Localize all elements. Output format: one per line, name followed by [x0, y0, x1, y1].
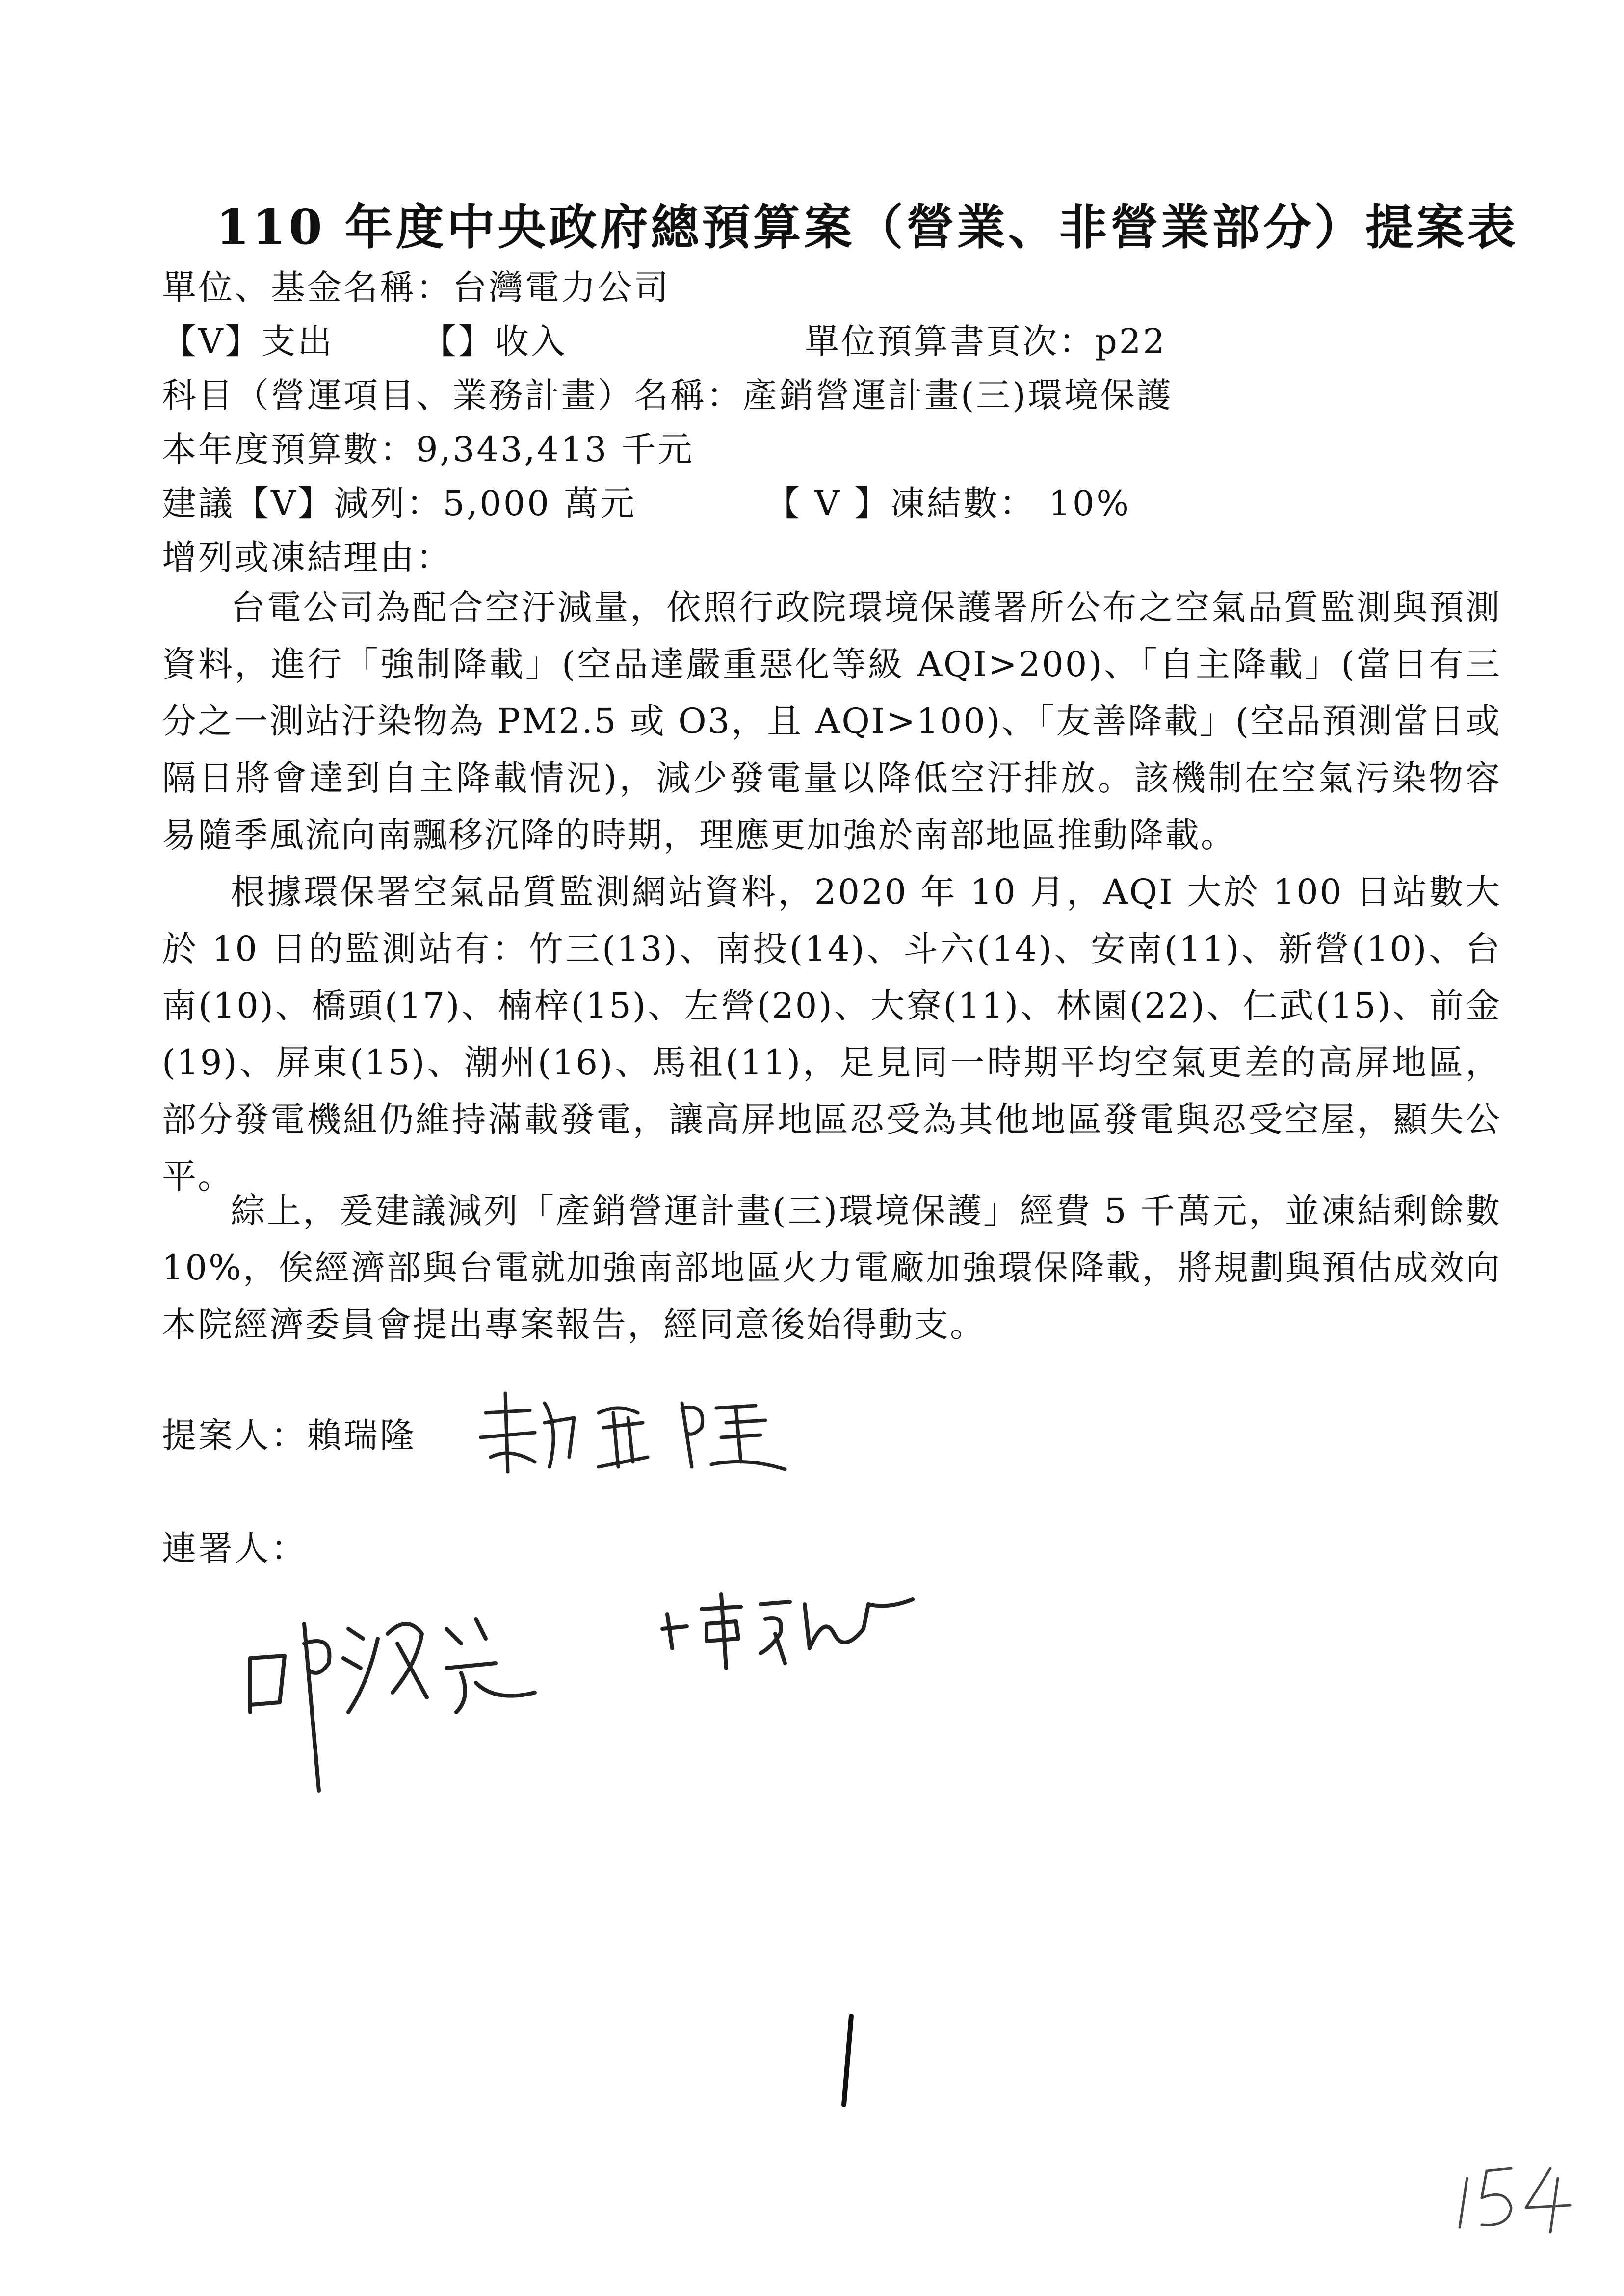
- page-number-mark: [834, 2011, 864, 2110]
- page-reference: 單位預算書頁次：p22: [805, 321, 1167, 362]
- budget-line: 本年度預算數：9,343,413 千元: [162, 429, 694, 470]
- proposer-signature: [471, 1383, 805, 1482]
- subject-line: 科目（營運項目、業務計畫）名稱：產銷營運計畫(三)環境保護: [162, 375, 1173, 416]
- income-checkbox-label: 【】收入: [422, 321, 567, 362]
- cosigner-label: 連署人：: [162, 1528, 307, 1568]
- cosigner-signature-1: [231, 1585, 584, 1805]
- cut-suggestion: 建議【V】減列：5,000 萬元: [162, 483, 637, 523]
- handwritten-page-number: [1452, 2159, 1580, 2242]
- reason-label: 增列或凍結理由：: [162, 537, 452, 577]
- expense-checkbox-label: 【V】支出: [162, 321, 334, 362]
- unit-line: 單位、基金名稱：台灣電力公司: [162, 267, 670, 308]
- reason-paragraph-2: 根據環保署空氣品質監測網站資料，2020 年 10 月，AQI 大於 100 日站數大於 10 日的監測站有：竹三(13)、南投(14)、斗六(14)、安南(11)、新營(10)、台南(10)、橋頭(17)、楠梓(15)、左營(20)、大寮(11)、林園(22)、仁武(15)、前金(19)、屏東(15)、潮州(16)、馬祖(11)，足見同一時期平均空氣更差的高屏地區，部分發電機組仍維持滿載發電，讓高屏地區忍受為其他地區發電與忍受空屋，顯失公平。: [162, 872, 1501, 1197]
- document-title: 110 年度中央政府總預算案（營業、非營業部分）提案表: [216, 199, 1519, 256]
- reason-paragraph-1: 台電公司為配合空汙減量，依照行政院環境保護署所公布之空氣品質監測與預測資料，進行「強制降載」(空品達嚴重惡化等級 AQI>200)、「自主降載」(當日有三分之一測站汙染物為 PM2.5 或 O3，且 AQI>100)、「友善降載」(空品預測當日或隔日將會達到自主降載情況)，減少發電量以降低空汙排放。該機制在空氣污染物容易隨季風流向南飄移沉降的時期，理應更加強於南部地區推動降載。: [162, 587, 1501, 855]
- reason-paragraph-3: 綜上，爰建議減列「產銷營運計畫(三)環境保護」經費 5 千萬元，並凍結剩餘數 10%，俟經濟部與台電就加強南部地區火力電廠加強環保降載，將規劃與預估成效向本院經濟委員會提出專案報告，經同意後始得動支。: [162, 1191, 1501, 1345]
- proposer-label: 提案人：賴瑞隆: [162, 1415, 416, 1456]
- cosigner-signature-2: [657, 1575, 932, 1673]
- freeze-suggestion: 【 V 】凍結數： 10%: [765, 483, 1131, 523]
